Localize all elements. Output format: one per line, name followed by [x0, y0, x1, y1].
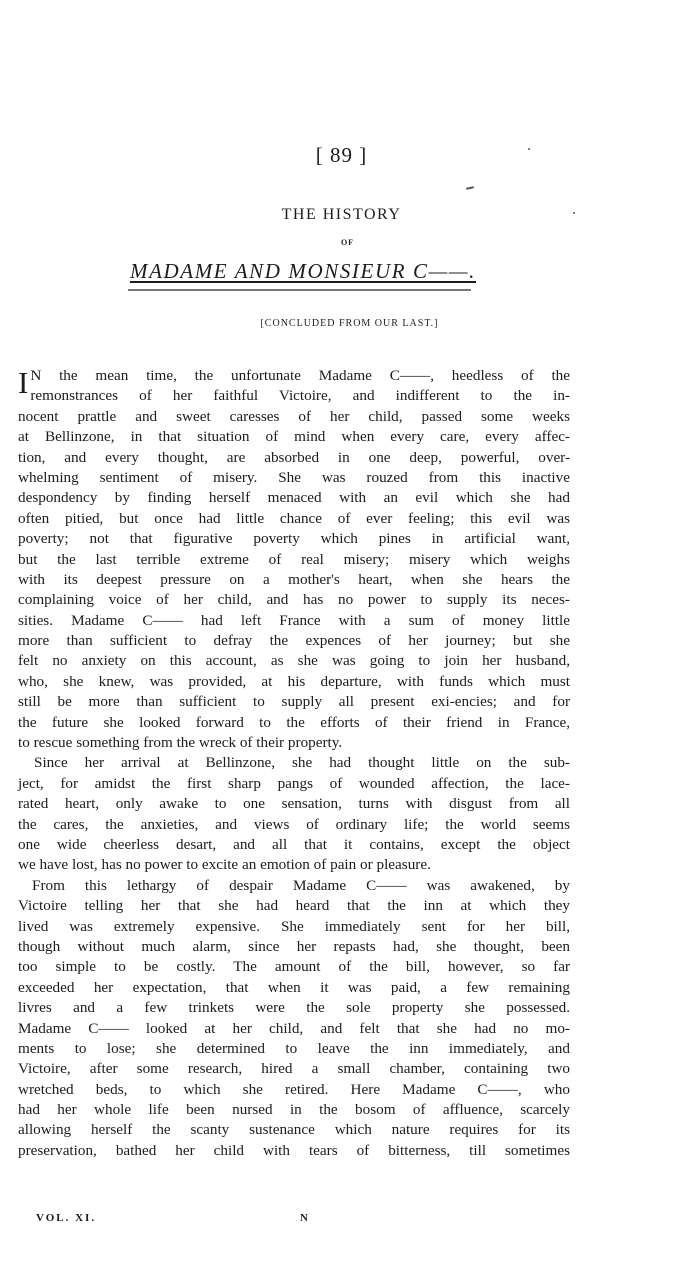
text-line: the cares, the anxieties, and views of ordinary life; the world seems — [18, 815, 570, 833]
text-line: N the mean time, the unfortunate Madame C——, heedless of the — [30, 367, 570, 384]
drop-cap: I — [18, 365, 29, 400]
text-line: nocent prattle and sweet caresses of her child, passed some weeks — [18, 407, 570, 425]
title-rule — [128, 289, 471, 291]
text-line: Victoire, after some research, hired a small chamber, containing two — [18, 1060, 570, 1078]
text-line: who, she knew, was provided, at his departure, with funds which must — [18, 672, 570, 690]
text-line: preservation, bathed her child with tears of bitterness, till sometimes — [18, 1141, 570, 1159]
text-line: complaining voice of her child, and has no power to supply its neces- — [18, 591, 570, 609]
signature-mark: N — [300, 1212, 308, 1224]
title-of: OF — [340, 238, 355, 247]
text-line: allowing herself the scanty sustenance which nature requires for its — [18, 1121, 570, 1139]
text-line: Since her arrival at Bellinzone, she had thought little on the sub- — [34, 754, 570, 772]
text-line: whelming sentiment of misery. She was rouzed from this inactive — [18, 468, 570, 486]
text-line: despondency by finding herself menaced with an evil which she had — [18, 489, 570, 507]
text-line: often pitied, but once had little chance of ever feeling; this evil was — [18, 509, 570, 527]
text-line: remonstrances of her faithful Victoire, and indifferent to the in- — [30, 387, 570, 405]
text-line: the future she looked forward to the efforts of their friend in France, — [18, 713, 570, 731]
title-the-history: THE HISTORY — [281, 206, 402, 223]
text-line: with its deepest pressure on a mother's heart, when she hears the — [18, 570, 570, 588]
body-text — [18, 366, 570, 1161]
text-line: more than sufficient to defray the expences of her journey; but she — [18, 632, 570, 650]
text-line: tion, and every thought, are absorbed in one deep, powerful, over- — [18, 448, 570, 466]
volume-footer: VOL. XI. — [36, 1212, 97, 1224]
text-line: too simple to be costly. The amount of the bill, however, so far — [18, 958, 570, 976]
text-line: rated heart, only awake to one sensation, turns with disgust from all — [18, 795, 570, 813]
text-line: but the last terrible extreme of real misery; misery which weighs — [18, 550, 570, 568]
text-line: one wide cheerless desart, and all that it contains, except the object — [18, 835, 570, 853]
text-line: livres and a few trinkets were the sole property she possessed. — [18, 999, 570, 1017]
text-line: wretched beds, to which she retired. Here Madame C——, who — [18, 1080, 570, 1098]
ink-speck — [466, 186, 474, 190]
text-line: lived was extremely expensive. She immediately sent for her bill, — [18, 917, 570, 935]
page-number: [ 89 ] — [315, 143, 368, 167]
continuation-note: [CONCLUDED FROM OUR LAST.] — [260, 318, 439, 329]
text-line: exceeded her expectation, that when it was paid, a few remaining — [18, 978, 570, 996]
text-line: had her whole life been nursed in the bosom of affluence, scarcely — [18, 1101, 570, 1119]
text-line: From this lethargy of despair Madame C—— was awakened, by — [32, 876, 570, 894]
ink-speck — [573, 212, 575, 214]
title-main: MADAME AND MONSIEUR C——. — [130, 259, 476, 283]
text-line: Victoire telling her that she had heard that the inn at which they — [18, 897, 570, 915]
text-line: to rescue something from the wreck of their property. — [18, 734, 343, 752]
text-line: we have lost, has no power to excite an emotion of pain or pleasure. — [18, 856, 431, 874]
text-line: Madame C—— looked at her child, and felt that she had no mo- — [18, 1019, 570, 1037]
text-line: still be more than sufficient to supply all present exi-encies; and for — [18, 693, 570, 711]
text-line: ject, for amidst the first sharp pangs of wounded affection, the lace- — [18, 774, 570, 792]
text-line: though without much alarm, since her repasts had, she thought, been — [18, 937, 570, 955]
text-line: felt no anxiety on this account, as she was going to join her husband, — [18, 652, 570, 670]
text-line: sities. Madame C—— had left France with a sum of money little — [18, 611, 570, 629]
text-line: ments to lose; she determined to leave the inn immediately, and — [18, 1039, 570, 1057]
text-line: poverty; not that figurative poverty which pines in artificial want, — [18, 530, 570, 548]
ink-speck — [528, 148, 530, 150]
text-line: at Bellinzone, in that situation of mind when every care, every affec- — [18, 428, 570, 446]
